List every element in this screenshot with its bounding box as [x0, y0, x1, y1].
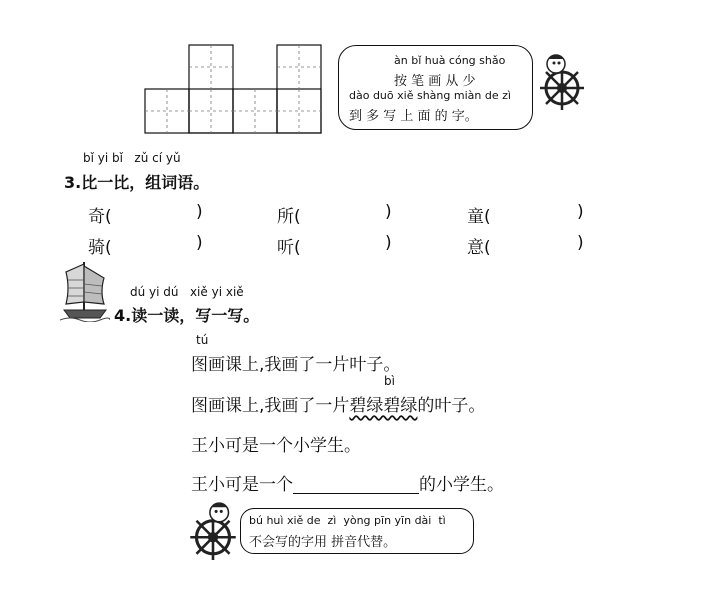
answer-blank-5[interactable] — [309, 234, 385, 254]
open-paren: ( — [484, 207, 491, 227]
word-pair-4 — [88, 233, 203, 258]
pair-char: 听 — [277, 238, 294, 258]
bubble-pinyin-line1: àn bǐ huà cóng shǎo — [394, 54, 506, 67]
bubble-chars-line1: 按 笔 画 从 少 — [394, 74, 476, 89]
close-paren: ) — [196, 233, 203, 253]
sentence-3: 王小可是一个小学生。 — [191, 436, 361, 456]
open-paren: ( — [294, 207, 301, 227]
sailboat-icon — [60, 258, 110, 322]
bubble-bottom-chars: 不会写的字用 拼音代替。 — [249, 535, 397, 550]
sentence-1: 图画课上,我画了一片叶子。 — [191, 355, 401, 375]
instruction-bubble-bottom — [240, 508, 474, 554]
sentence-4-end: 的小学生。 — [419, 475, 504, 495]
word-pair-6 — [467, 233, 584, 258]
bubble-chars-line2: 到 多 写 上 面 的 字。 — [349, 109, 478, 124]
sentence-2-highlight: 碧绿碧绿 — [349, 396, 418, 416]
word-pair-3 — [467, 202, 584, 227]
task4-pinyin: dú yi dú xiě yi xiě — [130, 285, 244, 299]
answer-blank-2[interactable] — [309, 203, 385, 223]
sentence-2 — [191, 391, 485, 416]
open-paren: ( — [484, 238, 491, 258]
sentence-4-blank[interactable] — [293, 477, 419, 494]
bubble-bottom-pinyin: bú huì xiě de zì yòng pīn yīn dài tì — [249, 514, 446, 527]
close-paren: ) — [577, 233, 584, 253]
pair-char: 奇 — [88, 207, 105, 227]
answer-blank-4[interactable] — [120, 234, 196, 254]
answer-blank-1[interactable] — [120, 203, 196, 223]
close-paren: ) — [196, 202, 203, 222]
close-paren: ) — [385, 202, 392, 222]
open-paren: ( — [105, 207, 112, 227]
sentence-4 — [191, 470, 504, 495]
open-paren: ( — [105, 238, 112, 258]
word-pair-5 — [277, 233, 392, 258]
close-paren: ) — [577, 202, 584, 222]
pair-char: 童 — [467, 207, 484, 227]
pair-char: 意 — [467, 238, 484, 258]
answer-blank-6[interactable] — [499, 234, 575, 254]
answer-blank-3[interactable] — [499, 203, 575, 223]
bi-pinyin: bì — [384, 374, 395, 388]
open-paren: ( — [294, 238, 301, 258]
sentence-2-end: 的叶子。 — [417, 396, 486, 416]
sentence-2-start: 图画课上,我画了一片 — [191, 396, 350, 416]
pair-char: 所 — [277, 207, 294, 227]
pair-char: 骑 — [88, 238, 105, 258]
task3-pinyin: bǐ yi bǐ zǔ cí yǔ — [83, 151, 181, 165]
bubble-pinyin-line2: dào duō xiě shàng miàn de zì — [349, 89, 511, 102]
sentence-4-start: 王小可是一个 — [191, 475, 293, 495]
task3-title: 3.比一比，组词语。 — [64, 173, 210, 192]
task4-title: 4.读一读，写一写。 — [114, 306, 260, 325]
word-pair-2 — [277, 202, 392, 227]
sailor-wheel-illustration-bottom — [182, 498, 244, 560]
tu-pinyin: tú — [196, 333, 209, 347]
instruction-bubble-top — [338, 45, 533, 130]
close-paren: ) — [385, 233, 392, 253]
word-pair-1 — [88, 202, 203, 227]
sailor-wheel-illustration — [532, 50, 592, 110]
